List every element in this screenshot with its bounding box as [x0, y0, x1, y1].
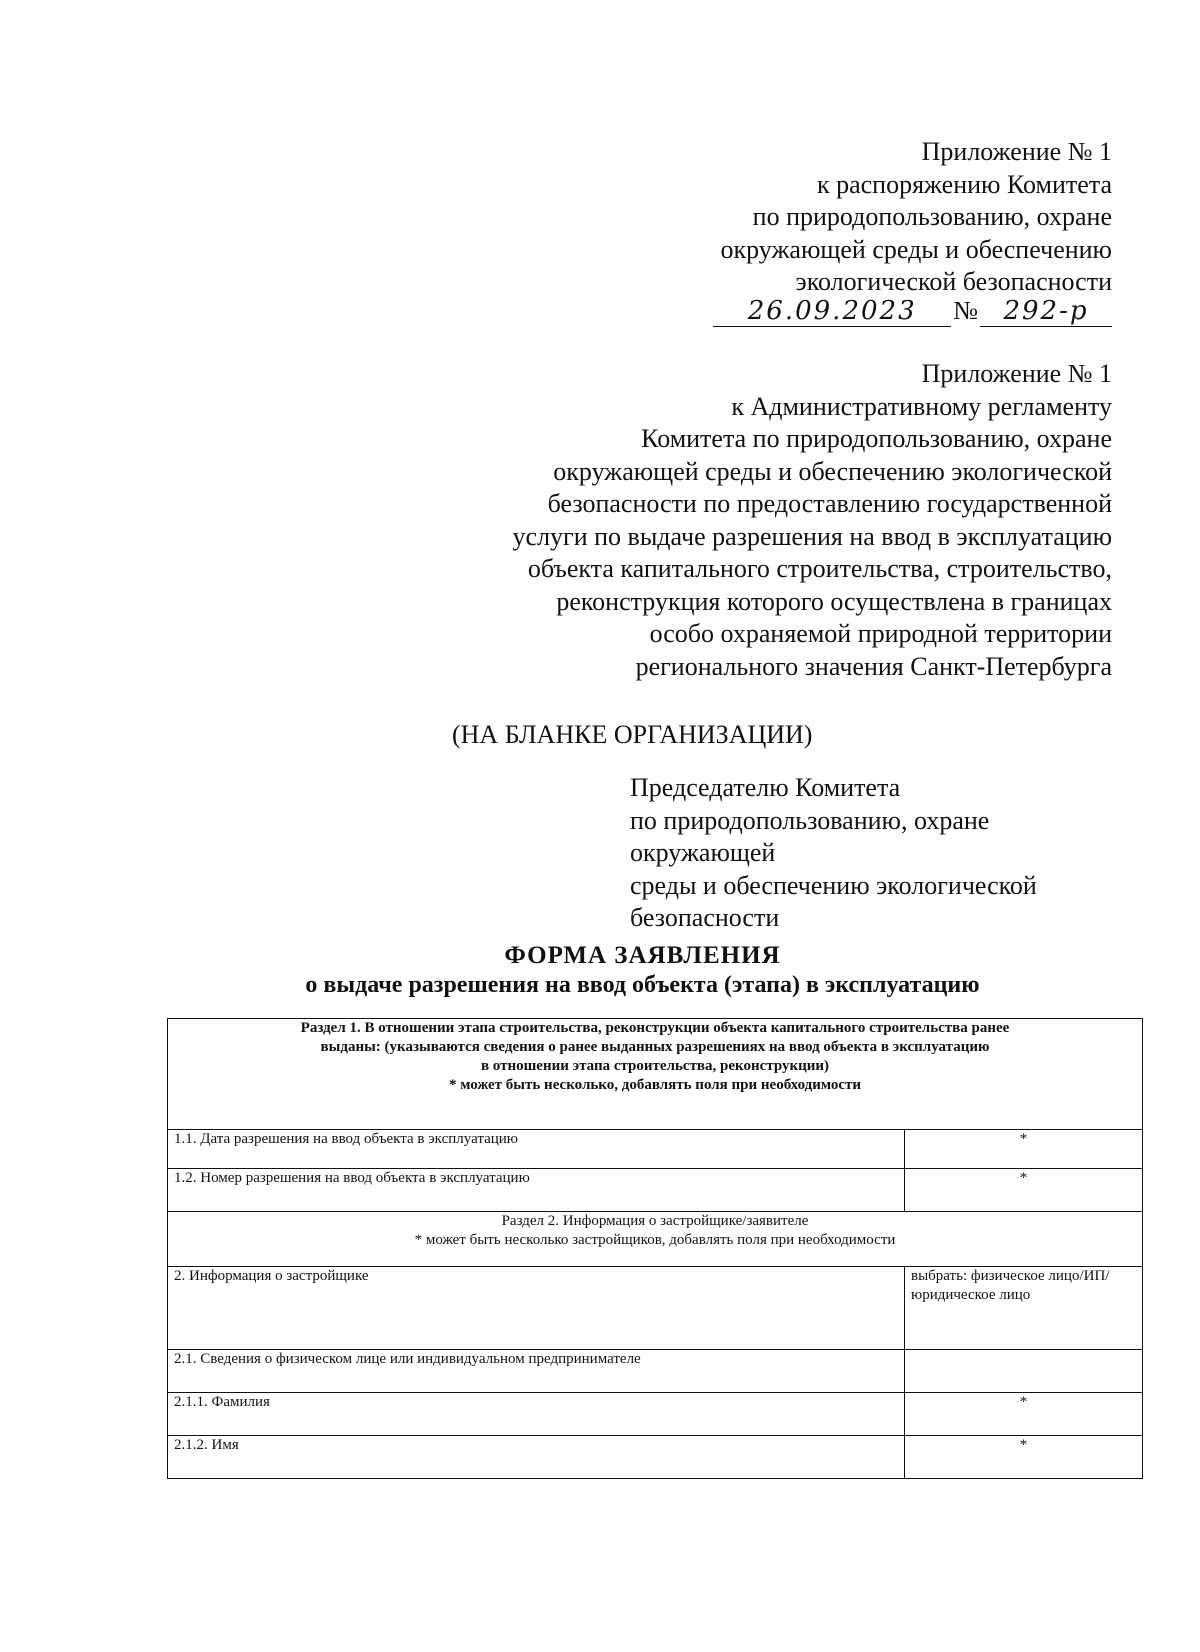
annex2-line: регионального значения Санкт-Петербурга — [635, 651, 1112, 681]
section1-line: * может быть несколько, добавлять поля при необходимости — [448, 1077, 862, 1093]
section1-line: в отношении этапа строительства, реконструкции) — [480, 1058, 830, 1074]
annex2-heading — [513, 358, 1112, 683]
table-row — [168, 1436, 1143, 1479]
section2-line: * может быть несколько застройщиков, добавлять поля при необходимости — [414, 1232, 896, 1248]
field-label: 2. Информация о застройщике — [168, 1267, 905, 1350]
table-row — [168, 1267, 1143, 1350]
number-label: № — [953, 296, 978, 325]
annex1-heading — [721, 136, 1113, 299]
annex1-line: по природопользованию, охране — [752, 202, 1112, 231]
field-value-cell[interactable]: * — [905, 1436, 1143, 1479]
annex2-line: особо охраняемой природной территории — [649, 619, 1112, 648]
section2-line: Раздел 2. Информация о застройщике/заявителе — [501, 1213, 809, 1229]
annex1-line: экологической безопасности — [795, 267, 1112, 296]
field-value-cell[interactable] — [905, 1350, 1143, 1393]
field-label: 2.1. Сведения о физическом лице или индивидуальном предпринимателе — [168, 1350, 905, 1393]
field-value-cell[interactable]: * — [905, 1393, 1143, 1436]
handwritten-date: 26.09.2023 — [713, 296, 951, 327]
field-value-cell[interactable]: * — [905, 1130, 1143, 1169]
section1-header-row — [168, 1019, 1143, 1130]
section2-header-row — [168, 1212, 1143, 1267]
annex2-line: окружающей среды и обеспечению экологической — [553, 456, 1112, 486]
annex2-line: объекта капитального строительства, строительство, — [527, 554, 1112, 583]
order-date-number — [713, 296, 1112, 330]
annex1-line: к распоряжению Комитета — [816, 169, 1112, 199]
field-value-cell[interactable]: * — [905, 1169, 1143, 1212]
addressee-line: среды и обеспечению экологической — [630, 870, 1037, 900]
handwritten-number: 292-р — [980, 296, 1112, 327]
form-title: ФОРМА ЗАЯВЛЕНИЯ — [504, 942, 781, 969]
addressee-line: Председателю Комитета — [630, 773, 901, 802]
application-form-table — [167, 1018, 1143, 1479]
field-label: 2.1.1. Фамилия — [168, 1393, 905, 1436]
field-label: 1.1. Дата разрешения на ввод объекта в эксплуатацию — [168, 1130, 905, 1169]
section1-line: Раздел 1. В отношении этапа строительства, реконструкции объекта капитального строительства ранее — [300, 1020, 1010, 1036]
table-row — [168, 1169, 1143, 1212]
table-row — [168, 1393, 1143, 1436]
annex2-line: безопасности по предоставлению государственной — [547, 489, 1112, 518]
annex2-line: к Административному регламенту — [731, 391, 1112, 421]
field-label: 1.2. Номер разрешения на ввод объекта в эксплуатацию — [168, 1169, 905, 1212]
table-row — [168, 1350, 1143, 1393]
annex1-line: Приложение № 1 — [921, 137, 1112, 166]
addressee-line: по природопользованию, охране — [630, 805, 990, 835]
letterhead-note: (НА БЛАНКЕ ОРГАНИЗАЦИИ) — [452, 720, 813, 749]
annex2-line: реконструкция которого осуществлена в границах — [556, 586, 1112, 616]
annex1-line: окружающей среды и обеспечению — [720, 234, 1112, 264]
field-label: 2.1.2. Имя — [168, 1436, 905, 1479]
annex2-line: Комитета по природопользованию, охране — [641, 424, 1112, 453]
addressee-line: окружающей — [630, 838, 776, 867]
section2-header — [168, 1212, 1143, 1267]
section1-line: выданы: (указываются сведения о ранее выданных разрешениях на ввод объекта в эксплуатацию — [320, 1039, 990, 1055]
field-value-cell[interactable]: выбрать: физическое лицо/ИП/юридическое лицо — [905, 1267, 1143, 1350]
addressee-line: безопасности — [630, 903, 780, 932]
annex2-line: Приложение № 1 — [921, 359, 1112, 388]
form-subtitle: о выдаче разрешения на ввод объекта (этапа) в эксплуатацию — [305, 972, 980, 998]
addressee-block — [630, 772, 1100, 935]
table-row — [168, 1130, 1143, 1169]
section1-header — [168, 1019, 1143, 1130]
annex2-line: услуги по выдаче разрешения на ввод в эксплуатацию — [512, 521, 1112, 551]
